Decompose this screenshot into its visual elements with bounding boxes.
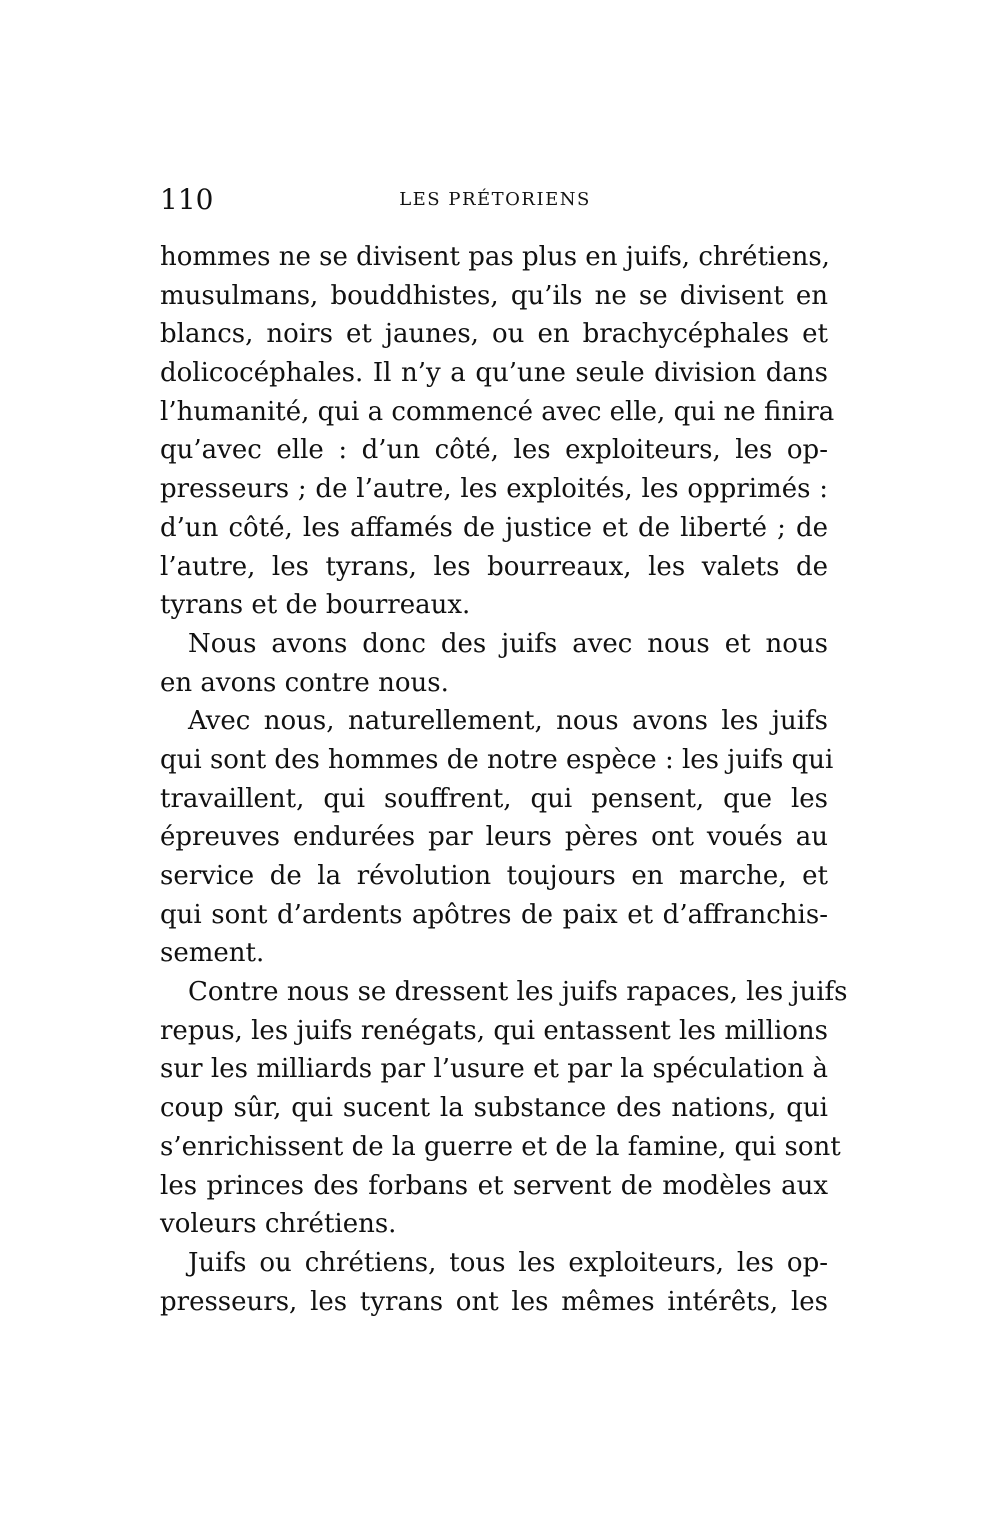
text-line: presseurs, les tyrans ont les mêmes intérêts, les xyxy=(160,1286,828,1317)
text-line: les princes des forbans et servent de modèles aux xyxy=(160,1170,828,1201)
text-line: d’un côté, les affamés de justice et de liberté ; de xyxy=(160,512,828,543)
text-line: blancs, noirs et jaunes, ou en brachycéphales et xyxy=(160,319,828,350)
running-title: LES PRÉTORIENS xyxy=(399,189,591,210)
text-line: voleurs chrétiens. xyxy=(160,1209,397,1240)
text-line: service de la révolution toujours en marche, et xyxy=(160,861,828,891)
text-line: sement. xyxy=(160,938,265,969)
text-line: épreuves endurées par leurs pères ont voués au xyxy=(160,822,828,853)
text-line: Juifs ou chrétiens, tous les exploiteurs, les op- xyxy=(188,1247,828,1278)
text-line: Contre nous se dressent les juifs rapaces, les juifs xyxy=(188,977,848,1008)
text-line: musulmans, bouddhistes, qu’ils ne se divisent en xyxy=(160,280,828,311)
text-line: l’humanité, qui a commencé avec elle, qui ne finira xyxy=(160,396,835,427)
text-line: travaillent, qui souffrent, qui pensent, que les xyxy=(160,783,828,814)
page-header xyxy=(160,180,830,220)
text-line: qu’avec elle : d’un côté, les exploiteurs, les op- xyxy=(160,435,828,466)
page-number: 110 xyxy=(160,183,214,216)
text-line: sur les milliards par l’usure et par la spéculation à xyxy=(160,1054,828,1085)
text-line: tyrans et de bourreaux. xyxy=(160,590,471,621)
text-line: coup sûr, qui sucent la substance des nations, qui xyxy=(160,1093,828,1124)
text-line: presseurs ; de l’autre, les exploités, les opprimés : xyxy=(160,474,828,505)
text-line: l’autre, les tyrans, les bourreaux, les valets de xyxy=(160,551,828,582)
text-line: Avec nous, naturellement, nous avons les juifs xyxy=(188,706,828,737)
body-text xyxy=(160,238,848,1321)
text-line: en avons contre nous. xyxy=(160,667,449,698)
text-line: qui sont d’ardents apôtres de paix et d’affranchis- xyxy=(160,899,828,930)
text-line: hommes ne se divisent pas plus en juifs, chrétiens, xyxy=(160,242,830,272)
text-line: s’enrichissent de la guerre et de la famine, qui sont xyxy=(160,1131,841,1162)
text-line: Nous avons donc des juifs avec nous et nous xyxy=(188,628,828,659)
text-line: dolicocéphales. Il n’y a qu’une seule division dans xyxy=(160,358,828,389)
text-line: repus, les juifs renégats, qui entassent les millions xyxy=(160,1015,828,1046)
text-line: qui sont des hommes de notre espèce : les juifs qui xyxy=(160,744,834,775)
